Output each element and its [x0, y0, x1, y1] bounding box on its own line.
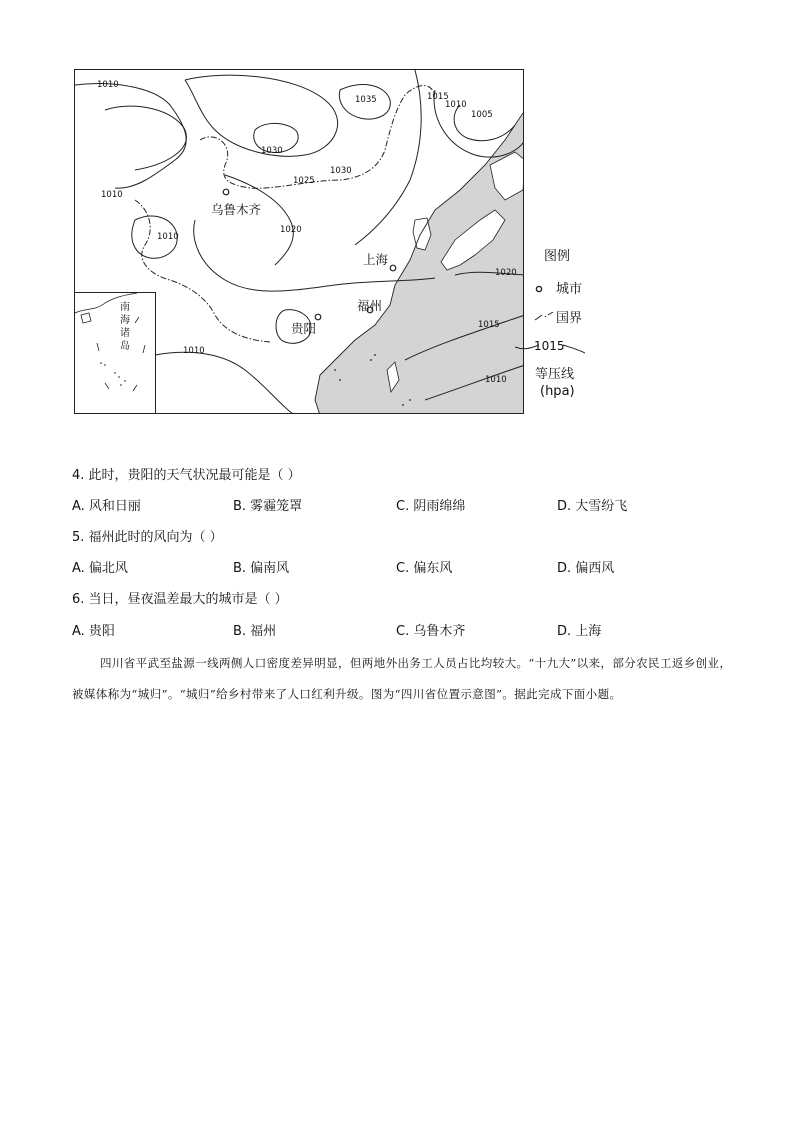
isobar-value-label: 1005 [471, 110, 493, 120]
isobar-line [225, 175, 293, 265]
question-4: 4. 此时，贵阳的天气状况最可能是（ ） [72, 468, 301, 483]
city-marker [315, 314, 321, 320]
question-6: 6. 当日，昼夜温差最大的城市是（ ） [72, 592, 288, 607]
city-marker-icon [534, 282, 556, 297]
isobar-value-label: 1035 [355, 95, 377, 105]
city-marker [223, 189, 229, 195]
city-label-fuzhou: 福州 [357, 298, 383, 313]
isobar-value-label: 1025 [293, 176, 315, 186]
isobar-value-label: 1030 [330, 166, 352, 176]
city-label-guiyang: 贵阳 [291, 321, 317, 336]
q6-option-a: A. 贵阳 [72, 624, 115, 639]
isobar-value-label: 1010 [485, 375, 507, 385]
city-label-urumqi: 乌鲁木齐 [211, 202, 262, 217]
legend-city [534, 278, 582, 297]
city-label-shanghai: 上海 [363, 252, 389, 267]
island-dot [339, 379, 341, 381]
isobar-value-label: 1010 [445, 100, 467, 110]
isobar-line [75, 84, 186, 189]
reading-passage: 四川省平武至盐源一线两侧人口密度差异明显，但两地外出务工人员占比均较大。“十九大”以来，部分农民工返乡创业，被媒体称为“城归”。“城归”给乡村带来了人口红利升级。图为“四川省位置示意图”。据此完成下面小题。 [72, 656, 732, 701]
isobar-value-label: 1030 [261, 146, 283, 156]
legend-border-label: 国界 [556, 311, 583, 326]
inset-drawing [75, 293, 155, 414]
isobar-value-label: 1010 [101, 190, 123, 200]
q5-option-d: D. 偏西风 [557, 561, 615, 576]
isobar-line [185, 75, 338, 156]
isobar-value-label: 1015 [478, 320, 500, 330]
q4-option-a: A. 风和日丽 [72, 499, 141, 514]
border-line-icon [534, 311, 556, 326]
island-dot [374, 354, 376, 356]
legend-isobar-value: 1015 [534, 339, 565, 353]
city-marker [390, 265, 396, 271]
national-border [200, 86, 435, 189]
isobar-value-label: 1010 [157, 232, 179, 242]
q6-option-b: B. 福州 [233, 624, 277, 639]
inset-hainan [81, 313, 91, 323]
q4-option-b: B. 雾霾笼罩 [233, 499, 303, 514]
island-dot [402, 404, 404, 406]
island-dot [409, 399, 411, 401]
island-dot [370, 359, 372, 361]
island-dot [334, 369, 336, 371]
legend-unit: (hpa) [540, 384, 575, 399]
inset-label: 南海诸岛 [120, 302, 130, 352]
isobar-line [155, 352, 295, 414]
q5-option-a: A. 偏北风 [72, 561, 128, 576]
isobar-value-label: 1020 [495, 268, 517, 278]
q5-option-c: C. 偏东风 [396, 561, 453, 576]
question-5: 5. 福州此时的风向为（ ） [72, 530, 223, 545]
q4-option-c: C. 阴雨绵绵 [396, 499, 466, 514]
isobar-value-label: 1010 [183, 346, 205, 356]
legend-border [534, 307, 582, 326]
legend-title: 图例 [544, 249, 571, 264]
south-china-sea-inset [75, 292, 156, 414]
q4-option-d: D. 大雪纷飞 [557, 499, 628, 514]
q5-option-b: B. 偏南风 [233, 561, 290, 576]
isobar-value-label: 1015 [427, 92, 449, 102]
isobar-map [74, 69, 524, 414]
q6-option-c: C. 乌鲁木齐 [396, 624, 466, 639]
isobar-line [194, 220, 435, 291]
q6-option-d: D. 上海 [557, 624, 602, 639]
isobar-value-label: 1020 [280, 225, 302, 235]
legend-city-label: 城市 [556, 282, 583, 297]
legend-isobar-label: 等压线 [535, 367, 575, 382]
isobar-value-label: 1010 [97, 80, 119, 90]
